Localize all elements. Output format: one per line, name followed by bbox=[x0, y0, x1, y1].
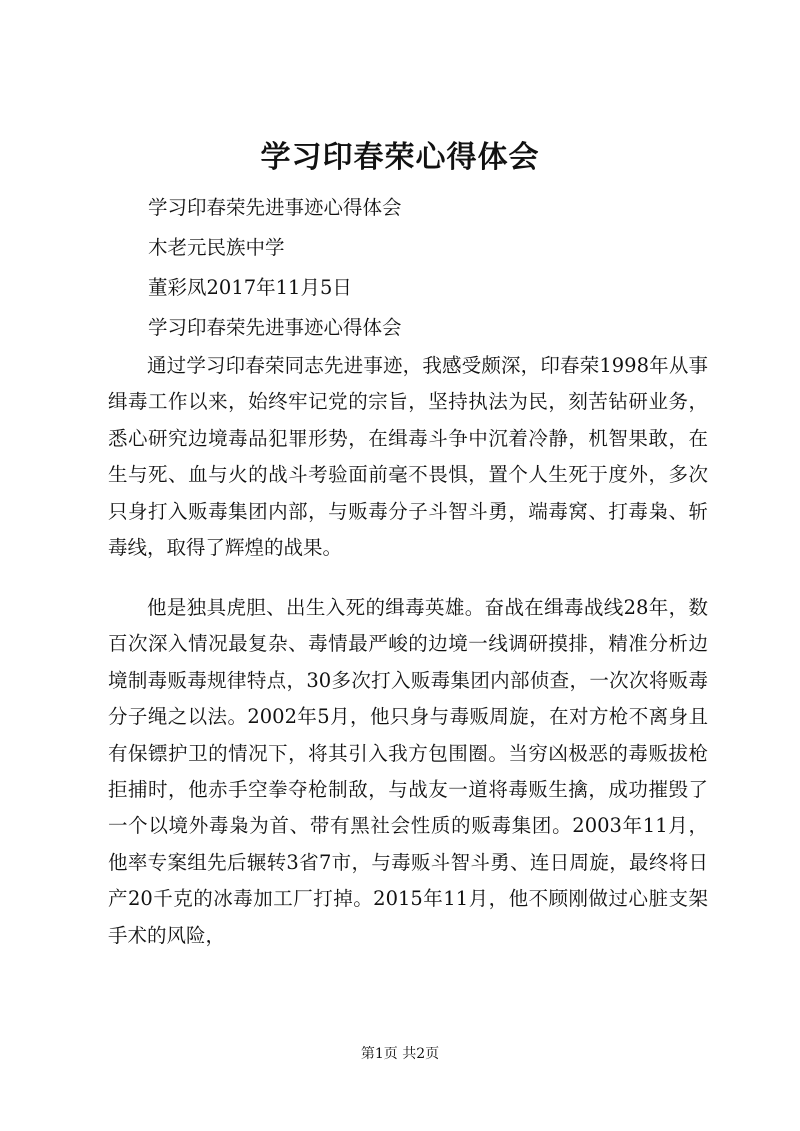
body-paragraph-2: 他是独具虎胆、出生入死的缉毒英雄。奋战在缉毒战线28年，数百次深入情况最复杂、毒情最严峻的边境一线调研摸排，精准分析边境制毒贩毒规律特点，30多次打入贩毒集团内部侦查，一次次将贩毒分子绳之以法。2002年5月，他只身与毒贩周旋，在对方枪不离身且有保镖护卫的情况下，将其引入我方包围圈。当穷凶极恶的毒贩拔枪拒捕时，他赤手空拳夺枪制敌，与战友一道将毒贩生擒，成功摧毁了一个以境外毒枭为首、带有黑社会性质的贩毒集团。2003年11月，他率专案组先后辗转3省7市，与毒贩斗智斗勇、连日周旋，最终将日产20千克的冰毒加工厂打掉。2015年11月，他不顾刚做过心脏支架手术的风险， bbox=[108, 596, 708, 947]
page-footer: 第1页 共2页 bbox=[360, 1046, 440, 1062]
section-heading: 学习印春荣先进事迹心得体会 bbox=[148, 316, 402, 339]
document-title: 学习印春荣心得体会 bbox=[260, 140, 540, 175]
subtitle-line: 学习印春荣先进事迹心得体会 bbox=[148, 196, 402, 219]
school-line: 木老元民族中学 bbox=[148, 236, 285, 259]
body-paragraph-1: 通过学习印春荣同志先进事迹，我感受颇深，印春荣1998年从事缉毒工作以来，始终牢记党的宗旨，坚持执法为民，刻苦钻研业务，悉心研究边境毒品犯罪形势，在缉毒斗争中沉着冷静，机智果敢，在生与死、血与火的战斗考验面前毫不畏惧，置个人生死于度外，多次只身打入贩毒集团内部，与贩毒分子斗智斗勇，端毒窝、打毒枭、斩毒线，取得了辉煌的战果。 bbox=[108, 354, 708, 560]
author-date-line: 董彩凤2017年11月5日 bbox=[148, 276, 352, 299]
